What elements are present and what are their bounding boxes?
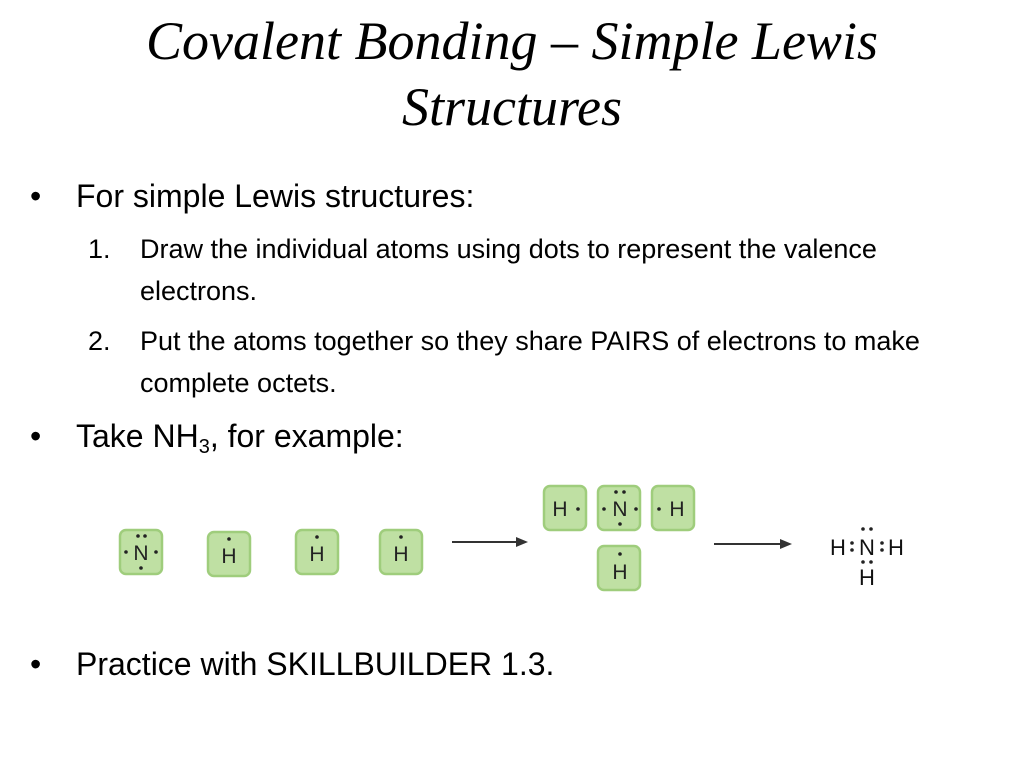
- step-text: Draw the individual atoms using dots to represent the valence electrons.: [140, 234, 877, 306]
- hydrogen-atom-grouped: [544, 486, 586, 530]
- reaction-arrow-icon: [452, 537, 528, 547]
- hydrogen-atom-grouped: [598, 546, 640, 590]
- nh3-lewis-structure: [830, 527, 904, 590]
- hydrogen-atom-lewis: [296, 530, 338, 574]
- bullet-text: For simple Lewis structures:: [76, 178, 475, 214]
- atom-symbol: H: [309, 543, 325, 566]
- slide-title: [0, 8, 1024, 140]
- bullet-practice: [30, 644, 554, 684]
- atom-symbol: H: [552, 498, 568, 521]
- nitrogen-atom-lewis: [120, 530, 162, 574]
- step-number: 1.: [88, 234, 111, 264]
- atom-symbol: N: [133, 542, 149, 565]
- hydrogen-atom-lewis: [380, 530, 422, 574]
- atom-symbol: H: [830, 535, 846, 560]
- slide-title-line-2: Structures: [402, 77, 622, 137]
- hydrogen-atom-grouped: [652, 486, 694, 530]
- hydrogen-atom-lewis: [208, 532, 250, 576]
- atom-symbol: H: [393, 543, 409, 566]
- step-number: 2.: [88, 326, 111, 356]
- step-text: Put the atoms together so they share PAIRS of electrons to make complete octets.: [140, 326, 920, 398]
- bullet-text: Practice with SKILLBUILDER 1.3.: [76, 646, 555, 682]
- nitrogen-atom-grouped: [598, 486, 640, 530]
- atom-symbol: N: [859, 535, 875, 560]
- subscript-3: 3: [198, 436, 210, 458]
- bullet-dot: •: [30, 646, 42, 682]
- bullet-nh3-example: [30, 416, 404, 456]
- bullet-dot: •: [30, 178, 42, 214]
- atom-symbol: H: [221, 545, 237, 568]
- bullet-text-suffix: , for example:: [209, 418, 404, 454]
- atom-symbol: N: [612, 498, 628, 521]
- bullet-text-prefix: Take NH: [76, 418, 199, 454]
- bullet-simple-lewis: [30, 176, 474, 216]
- atom-symbol: H: [859, 565, 875, 590]
- lewis-structure-diagram: [0, 470, 1024, 610]
- reaction-arrow-icon: [714, 539, 792, 549]
- atom-symbol: H: [612, 561, 628, 584]
- atom-symbol: H: [888, 535, 904, 560]
- bullet-dot: •: [30, 418, 42, 454]
- slide-title-line-1: Covalent Bonding – Simple Lewis: [146, 11, 878, 71]
- atom-symbol: H: [669, 498, 685, 521]
